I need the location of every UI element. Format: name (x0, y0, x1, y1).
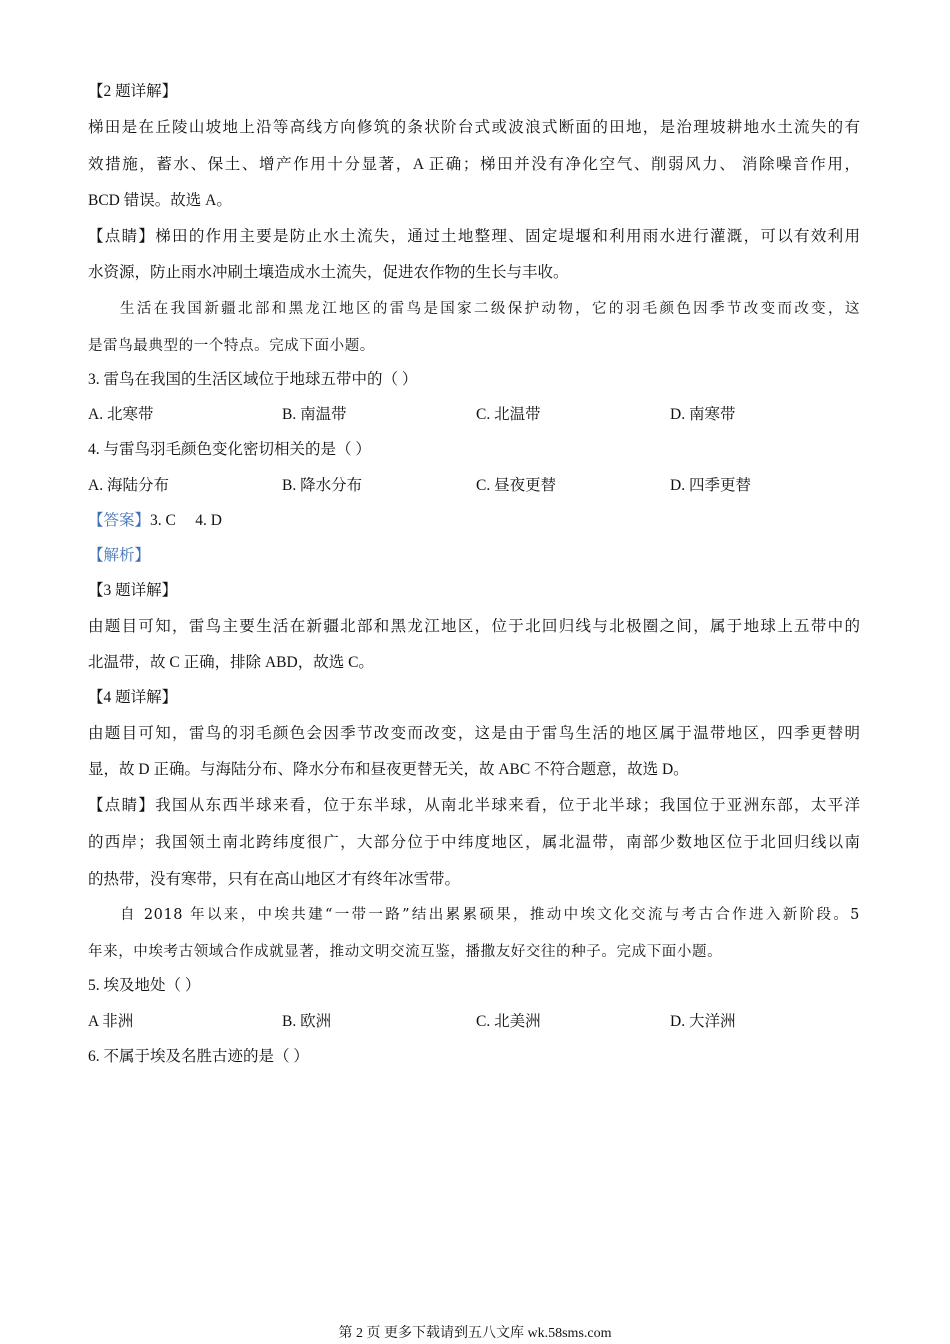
question-5-option-a: A 非洲 (88, 1013, 134, 1030)
question-5-stem: 5. 埃及地处（ ） (88, 977, 201, 994)
question-3-option-b: B. 南温带 (282, 406, 347, 423)
q2-dianjing-line-2: 水资源，防止雨水冲刷土壤造成水土流失，促进农作物的生长与丰收。 (88, 264, 569, 281)
material-2-line-2: 年来，中埃考古领域合作成就显著，推动文明交流互鉴，播撒友好交往的种子。完成下面小题。 (88, 944, 723, 960)
material-2-line-1: 自 2018 年以来，中埃共建“一带一路”结出累累硕果，推动中埃文化交流与考古合作进入新阶段。5 (120, 907, 860, 923)
q2-detail-heading: 【2 题详解】 (88, 83, 178, 100)
question-5-option-c: C. 北美洲 (476, 1013, 541, 1030)
question-4-stem: 4. 与雷鸟羽毛颜色变化密切相关的是（ ） (88, 441, 371, 458)
question-3-option-c: C. 北温带 (476, 406, 541, 423)
q2-dianjing-line-1: 【点睛】梯田的作用主要是防止水土流失，通过土地整理、固定堤堰和利用雨水进行灌溉，可以有效利用 (88, 228, 860, 245)
question-4-option-b: B. 降水分布 (282, 477, 363, 494)
answer-value: 3. C 4. D (150, 512, 222, 529)
q3-detail-line-1: 由题目可知，雷鸟主要生活在新疆北部和黑龙江地区，位于北回归线与北极圈之间，属于地球上五带中的 (88, 618, 860, 635)
material-1-line-2: 是雷鸟最典型的一个特点。完成下面小题。 (88, 338, 375, 354)
q4-dianjing-line-3: 的热带，没有寒带，只有在高山地区才有终年冰雪带。 (88, 871, 461, 888)
question-4-option-d: D. 四季更替 (670, 477, 751, 494)
q4-detail-line-2: 显，故 D 正确。与海陆分布、降水分布和昼夜更替无关，故 ABC 不符合题意，故选 D。 (88, 761, 689, 778)
question-3-option-d: D. 南寒带 (670, 406, 736, 423)
q2-detail-line-1: 梯田是在丘陵山坡地上沿等高线方向修筑的条状阶台式或波浪式断面的田地，是治理坡耕地水土流失的有 (88, 119, 860, 136)
q4-detail-line-1: 由题目可知，雷鸟的羽毛颜色会因季节改变而改变，这是由于雷鸟生活的地区属于温带地区，四季更替明 (88, 725, 860, 742)
q3-detail-heading: 【3 题详解】 (88, 582, 178, 599)
answer-line (88, 511, 860, 531)
q2-detail-line-2: 效措施，蓄水、保土、增产作用十分显著，A 正确；梯田并没有净化空气、削弱风力、 消除噪音作用， (88, 156, 860, 173)
question-3-option-a: A. 北寒带 (88, 406, 154, 423)
q4-detail-heading: 【4 题详解】 (88, 689, 178, 706)
q4-dianjing-line-2: 的西岸；我国领土南北跨纬度很广，大部分位于中纬度地区，属北温带，南部少数地区位于北回归线以南 (88, 834, 860, 851)
answer-label: 【答案】 (88, 512, 151, 529)
question-3-stem: 3. 雷鸟在我国的生活区域位于地球五带中的（ ） (88, 371, 418, 388)
q4-dianjing-line-1: 【点睛】我国从东西半球来看，位于东半球，从南北半球来看，位于北半球；我国位于亚洲东部，太平洋 (88, 797, 860, 814)
q2-detail-line-3: BCD 错误。故选 A。 (88, 192, 232, 209)
question-4-option-c: C. 昼夜更替 (476, 477, 557, 494)
q3-detail-line-2: 北温带，故 C 正确，排除 ABD，故选 C。 (88, 654, 374, 671)
question-5-option-b: B. 欧洲 (282, 1013, 332, 1030)
page-footer[interactable]: 第 2 页 更多下载请到五八文库 wk.58sms.com (338, 1326, 612, 1341)
analysis-label: 【解析】 (88, 547, 151, 564)
material-1-line-1: 生活在我国新疆北部和黑龙江地区的雷鸟是国家二级保护动物，它的羽毛颜色因季节改变而改变，这 (120, 301, 860, 317)
question-5-option-d: D. 大洋洲 (670, 1013, 736, 1030)
question-6-stem: 6. 不属于埃及名胜古迹的是（ ） (88, 1048, 309, 1065)
question-4-option-a: A. 海陆分布 (88, 477, 169, 494)
